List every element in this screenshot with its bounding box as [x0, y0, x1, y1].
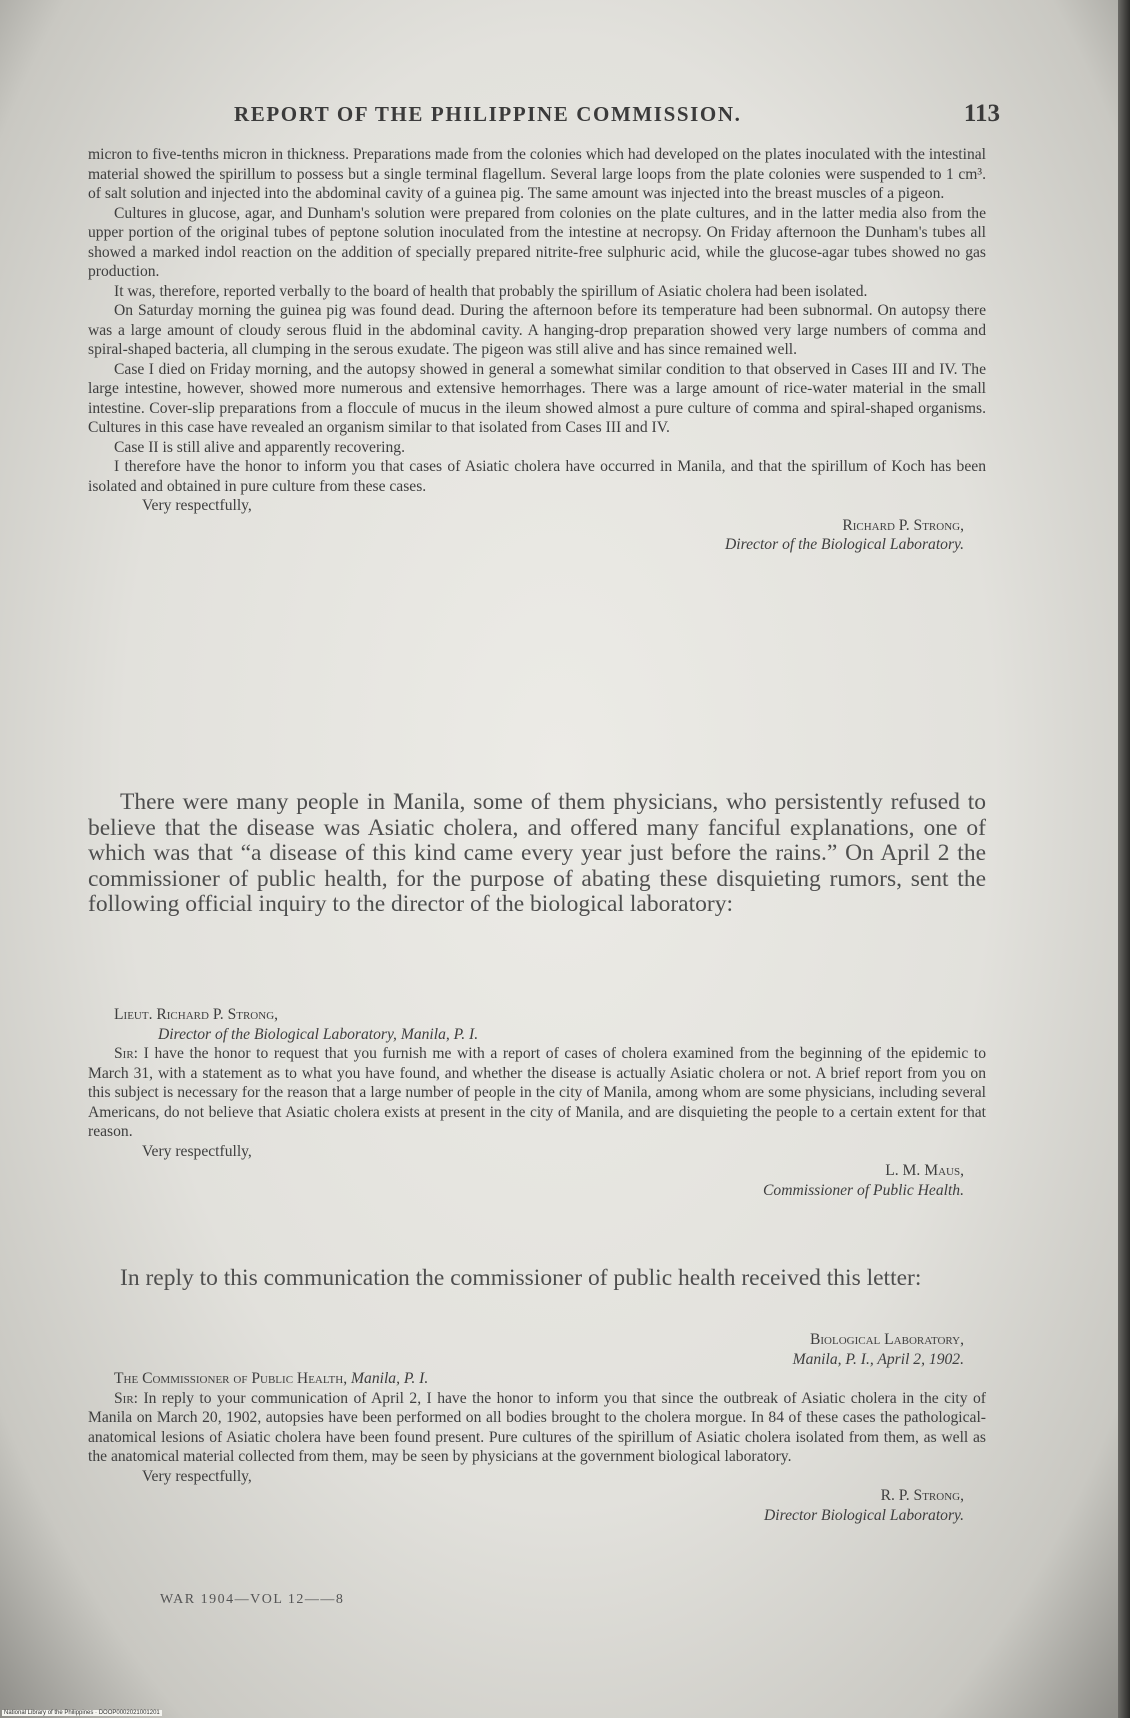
report-signature-title: Director of the Biological Laboratory.: [725, 536, 964, 553]
reply-closing: Very respectfully,: [142, 1467, 252, 1485]
reply-salutation: Sir:: [114, 1389, 139, 1407]
reply-place-date: Manila, P. I., April 2, 1902.: [792, 1350, 964, 1368]
page-number: 113: [963, 100, 1000, 127]
report-closing: Very respectfully,: [142, 497, 252, 514]
inquiry-salutation: Sir:: [114, 1045, 139, 1062]
scan-credit: National Library of the Philippines · DOOP0002021001201: [4, 1710, 160, 1716]
report-paragraph: Case I died on Friday morning, and the autopsy showed in general a somewhat similar condition to that observed in Cases III and IV. The large intestine, however, showed more numerous and extensive hemorrhages. There was a large amount of rice-water material in the small intestine. Cover-slip preparations from a floccule of mucus in the ileum showed almost a pure culture of comma and spiral-shaped organisms. Cultures in this case have revealed an organism similar to that isolated from Cases III and IV.: [88, 360, 986, 436]
inquiry-letter: [88, 1005, 986, 1200]
page-header: [234, 100, 1000, 128]
inquiry-signature-title: Commissioner of Public Health.: [763, 1181, 964, 1199]
inquiry-addressee-title: Director of the Biological Laboratory, Manila, P. I.: [158, 1025, 479, 1043]
reply-letter: [88, 1330, 986, 1525]
inquiry-closing: Very respectfully,: [142, 1142, 252, 1160]
book-edge: [1118, 0, 1130, 1718]
narrative-inquiry-intro: [88, 790, 986, 918]
narrative-paragraph: In reply to this communication the commissioner of public health received this letter:: [120, 1265, 922, 1291]
report-paragraph: micron to five-tenths micron in thickness. Preparations made from the colonies which had developed on the plates inoculated with the intestinal material showed the spirillum to possess but a single terminal flagellum. Several large loops from the plate colonies were suspended to 1 cm³. of salt solution and injected into the abdominal cavity of a guinea pig. The same amount was injected into the breast muscles of a pigeon.: [88, 146, 986, 202]
report-paragraph: Case II is still alive and apparently recovering.: [114, 438, 405, 456]
report-letter-continued: [88, 145, 986, 555]
narrative-paragraph: There were many people in Manila, some of them physicians, who persistently refused to believe that the disease was Asiatic cholera, and offered many fanciful explanations, one of which was that “a disease of this kind came every year just before the rains.” On April 2 the commissioner of public health, for the purpose of abating these disquieting rumors, sent the following official inquiry to the director of the biological laboratory:: [88, 789, 986, 917]
report-paragraph: I therefore have the honor to inform you that cases of Asiatic cholera have occurred in Manila, and that the spirillum of Koch has been isolated and obtained in pure culture from these cases.: [88, 458, 986, 495]
signature-mark: WAR 1904—VOL 12——8: [160, 1592, 345, 1607]
running-title: REPORT OF THE PHILIPPINE COMMISSION.: [234, 102, 742, 126]
report-signature: Richard P. Strong,: [842, 516, 964, 534]
reply-signature: R. P. Strong,: [880, 1487, 964, 1504]
report-paragraph: On Saturday morning the guinea pig was found dead. During the afternoon before its temperature had been subnormal. On autopsy there was a large amount of cloudy serous fluid in the abdominal cavity. A hanging-drop preparation showed very large numbers of comma and spiral-shaped bacteria, all clumping in the serous exudate. The pigeon was still alive and has since remained well.: [88, 302, 986, 358]
report-paragraph: Cultures in glucose, agar, and Dunham's solution were prepared from colonies on the plate cultures, and in the latter media also from the upper portion of the original tubes of peptone solution inoculated from the intestine at necropsy. On Friday afternoon the Dunham's tubes all showed a marked indol reaction on the addition of specially prepared nitrite-free sulphuric acid, while the glucose-agar tubes showed no gas production.: [88, 204, 986, 280]
report-paragraph: It was, therefore, reported verbally to the board of health that probably the spirillum of Asiatic cholera had been isolated.: [114, 282, 868, 300]
inquiry-body: Sir: I have the honor to request that you furnish me with a report of cases of cholera examined from the beginning of the epidemic to March 31, with a statement as to what you have found, and whether the disease is actually Asiatic cholera or not. A brief report from you on this subject is necessary for the reason that a large number of people in the city of Manila, among whom are some physicians, including several Americans, do not believe that Asiatic cholera exists at present in the city of Manila, and are disquieting the people to a certain extent for that reason.: [88, 1045, 986, 1140]
inquiry-addressee: Lieut. Richard P. Strong,: [114, 1006, 279, 1023]
narrative-reply-intro: [88, 1266, 986, 1292]
reply-letterhead: Biological Laboratory,: [809, 1331, 964, 1348]
reply-body: Sir: In reply to your communication of April 2, I have the honor to inform you that since the outbreak of Asiatic cholera in the city of Manila on March 20, 1902, autopsies have been performed on all bodies brought to the cholera morgue. In 84 of these cases the pathological-anatomical lesions of Asiatic cholera have been found present. Pure cultures of the spirillum of Asiatic cholera isolated from them, as well as the anatomical material collected from them, may be seen by physicians at the government biological laboratory.: [88, 1389, 986, 1465]
inquiry-signature: L. M. Maus,: [885, 1162, 964, 1179]
reply-signature-title: Director Biological Laboratory.: [764, 1506, 964, 1524]
reply-addressee: The Commissioner of Public Health, Manila, P. I.: [114, 1370, 429, 1387]
